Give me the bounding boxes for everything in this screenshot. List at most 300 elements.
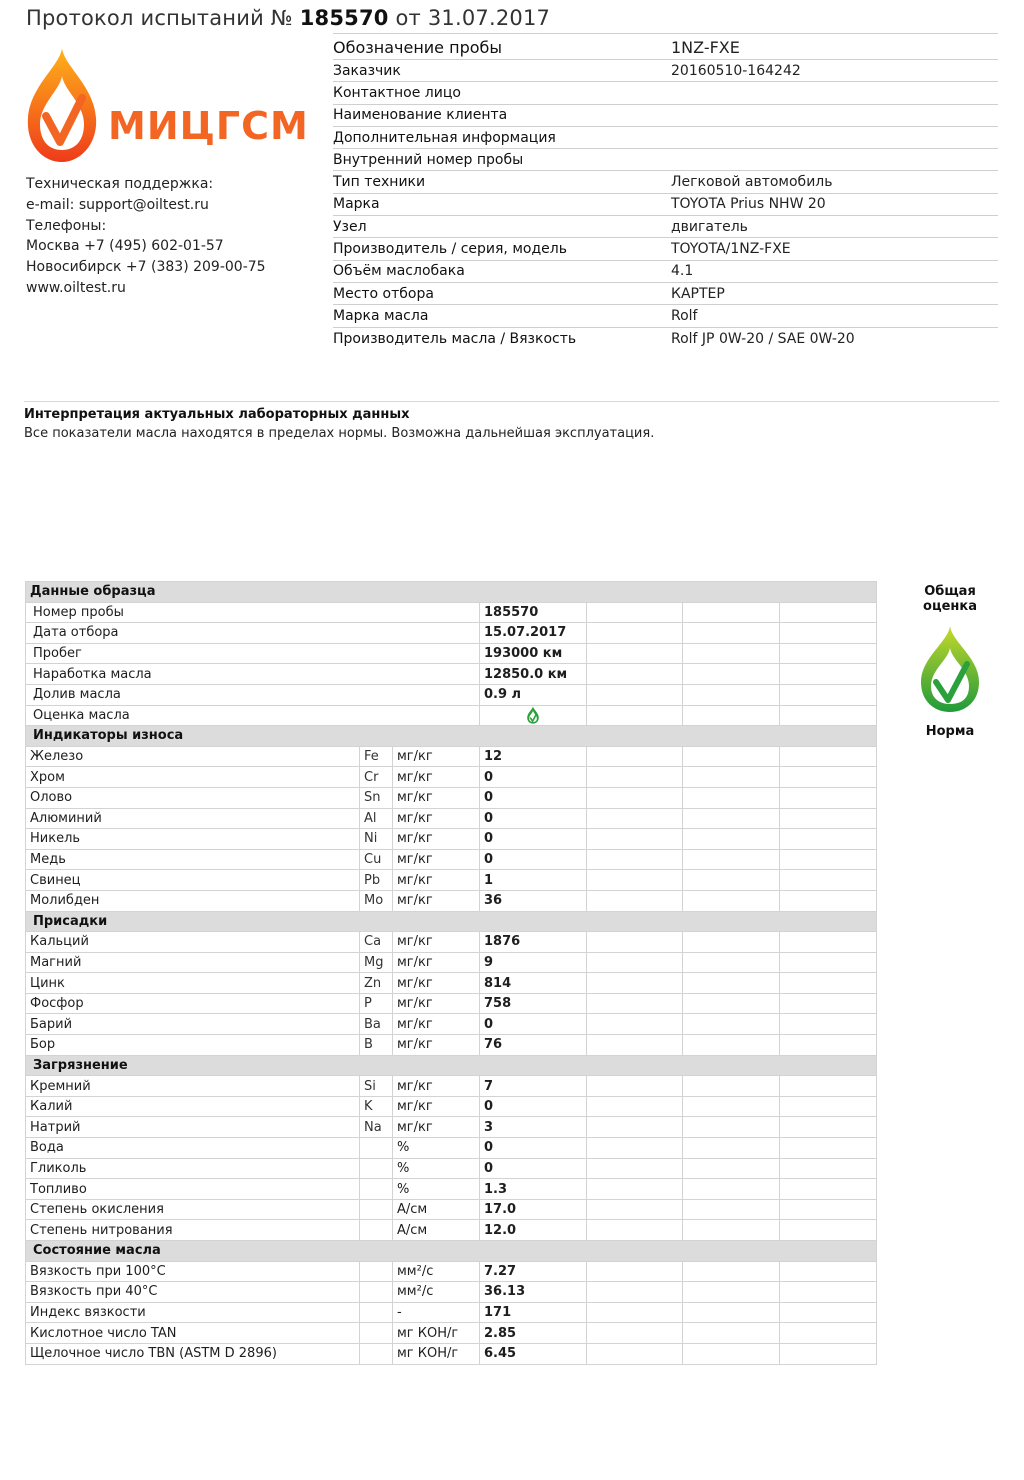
unit: мг КОН/г [393,1323,480,1344]
element-symbol [360,1343,393,1364]
row-value: 6.45 [480,1343,587,1364]
info-row [333,171,998,193]
sample-info-table [333,36,998,350]
report-number: 185570 [299,6,389,30]
empty-cell [780,1014,877,1035]
row-label: Барий [26,1014,360,1035]
empty-cell [780,1138,877,1159]
section-title: Данные образца [26,582,877,603]
info-value: Rolf JP 0W-20 / SAE 0W-20 [671,330,855,347]
info-value: TOYOTA Prius NHW 20 [671,196,826,213]
empty-cell [780,932,877,953]
info-row [333,60,998,82]
logo-brand-text: МИЦГСМ [108,104,309,148]
empty-cell [587,932,683,953]
empty-cell [683,1138,780,1159]
unit: мг/кг [393,829,480,850]
row-value: 758 [480,993,587,1014]
empty-cell [587,1282,683,1303]
element-symbol [360,1138,393,1159]
table-row [26,787,877,808]
row-label: Гликоль [26,1158,360,1179]
row-value: 171 [480,1302,587,1323]
support-block [26,174,266,299]
element-symbol: Pb [360,870,393,891]
info-key: Контактное лицо [333,84,461,101]
empty-cell [780,1117,877,1138]
info-row [333,283,998,305]
empty-cell [683,1117,780,1138]
company-logo [24,46,309,166]
empty-cell [780,1096,877,1117]
empty-cell [683,1199,780,1220]
table-row [26,1261,877,1282]
support-email[interactable]: e-mail: support@oiltest.ru [26,196,209,213]
empty-cell [780,890,877,911]
row-value: 3 [480,1117,587,1138]
table-row [26,1035,877,1056]
empty-cell [683,1035,780,1056]
empty-cell [780,1261,877,1282]
empty-cell [587,602,683,623]
element-symbol: Mo [360,890,393,911]
unit: мг/кг [393,746,480,767]
table-row [26,602,877,623]
empty-cell [683,1096,780,1117]
row-label: Хром [26,767,360,788]
row-label: Оценка масла [26,705,480,726]
row-label: Топливо [26,1179,360,1200]
empty-cell [683,684,780,705]
element-symbol [360,1282,393,1303]
empty-cell [587,870,683,891]
table-row [26,684,877,705]
empty-cell [587,829,683,850]
element-symbol: Ba [360,1014,393,1035]
unit: - [393,1302,480,1323]
unit: мг/кг [393,808,480,829]
unit: % [393,1158,480,1179]
info-key: Обозначение пробы [333,38,503,57]
empty-cell [587,767,683,788]
unit: мг/кг [393,1096,480,1117]
unit: мг/кг [393,993,480,1014]
table-row [26,1199,877,1220]
empty-cell [683,808,780,829]
empty-cell [683,993,780,1014]
table-row [26,1179,877,1200]
table-row [26,973,877,994]
empty-cell [587,746,683,767]
info-row [333,238,998,260]
empty-cell [780,829,877,850]
table-row [26,664,877,685]
empty-cell [683,1323,780,1344]
empty-cell [780,1220,877,1241]
row-label: Дата отбора [26,623,480,644]
empty-cell [683,787,780,808]
element-symbol: Mg [360,952,393,973]
unit: мг/кг [393,890,480,911]
empty-cell [587,1035,683,1056]
table-row [26,952,877,973]
table-row [26,993,877,1014]
empty-cell [683,746,780,767]
empty-cell [587,973,683,994]
empty-cell [587,808,683,829]
table-row [26,849,877,870]
table-row [26,1220,877,1241]
row-value: 1.3 [480,1179,587,1200]
section-header-row [26,1241,877,1262]
table-row [26,870,877,891]
info-key: Внутренний номер пробы [333,151,524,168]
element-symbol [360,1323,393,1344]
oil-drop-check-icon [915,624,985,714]
empty-cell [683,1014,780,1035]
row-value: 814 [480,973,587,994]
row-label: Железо [26,746,360,767]
info-key: Тип техники [333,174,426,191]
empty-cell [780,1158,877,1179]
empty-cell [587,1096,683,1117]
empty-cell [683,1261,780,1282]
row-label: Степень окисления [26,1199,360,1220]
row-label: Фосфор [26,993,360,1014]
info-row [333,328,998,350]
info-key: Производитель / серия, модель [333,241,567,258]
empty-cell [587,1220,683,1241]
unit: мг/кг [393,1035,480,1056]
info-key: Производитель масла / Вязкость [333,330,577,347]
unit: мг/кг [393,849,480,870]
empty-cell [780,746,877,767]
empty-cell [683,1302,780,1323]
empty-cell [587,664,683,685]
info-key: Узел [333,218,367,235]
row-label: Олово [26,787,360,808]
empty-cell [683,829,780,850]
table-row [26,643,877,664]
overall-label: Общая оценка [923,584,977,614]
row-label: Кальций [26,932,360,953]
empty-cell [587,993,683,1014]
row-value: 1876 [480,932,587,953]
row-label: Щелочное число TBN (ASTM D 2896) [26,1343,360,1364]
row-label: Наработка масла [26,664,480,685]
info-value: двигатель [671,218,748,235]
row-value: 0 [480,787,587,808]
unit: мг/кг [393,870,480,891]
row-label: Долив масла [26,684,480,705]
table-row [26,829,877,850]
row-label: Индекс вязкости [26,1302,360,1323]
element-symbol: Zn [360,973,393,994]
section-title: Индикаторы износа [26,726,877,747]
overall-assessment [900,584,1000,739]
empty-cell [587,1302,683,1323]
unit: мм²/с [393,1282,480,1303]
element-symbol: Ni [360,829,393,850]
table-row [26,1282,877,1303]
empty-cell [683,1343,780,1364]
phone-moscow: Москва +7 (495) 602-01-57 [26,238,224,255]
table-row [26,1076,877,1097]
empty-cell [780,643,877,664]
element-symbol: K [360,1096,393,1117]
info-key: Марка масла [333,307,429,324]
info-row [333,194,998,216]
element-symbol: Cr [360,767,393,788]
empty-cell [587,1343,683,1364]
empty-cell [683,623,780,644]
empty-cell [780,1343,877,1364]
empty-cell [683,952,780,973]
empty-cell [780,623,877,644]
table-row [26,1014,877,1035]
element-symbol: B [360,1035,393,1056]
info-key: Объём маслобака [333,263,465,280]
info-key: Марка [333,196,380,213]
table-row [26,1096,877,1117]
empty-cell [780,1076,877,1097]
empty-cell [587,849,683,870]
row-label: Цинк [26,973,360,994]
table-row [26,890,877,911]
unit: мм²/с [393,1261,480,1282]
row-label: Вода [26,1138,360,1159]
row-label: Алюминий [26,808,360,829]
row-label: Пробег [26,643,480,664]
empty-cell [587,1261,683,1282]
table-row [26,1158,877,1179]
unit: мг КОН/г [393,1343,480,1364]
empty-cell [683,849,780,870]
unit: мг/кг [393,787,480,808]
unit: мг/кг [393,767,480,788]
info-key: Дополнительная информация [333,129,556,146]
empty-cell [683,664,780,685]
empty-cell [587,1076,683,1097]
empty-cell [780,952,877,973]
section-title: Состояние масла [26,1241,877,1262]
info-row [333,36,998,60]
empty-cell [587,684,683,705]
row-label: Степень нитрования [26,1220,360,1241]
section-header-row [26,582,877,603]
section-title: Присадки [26,911,877,932]
empty-cell [780,870,877,891]
section-title: Загрязнение [26,1055,877,1076]
element-symbol: Cu [360,849,393,870]
row-value: 7.27 [480,1261,587,1282]
info-row [333,305,998,327]
row-value: 185570 [480,602,587,623]
empty-cell [780,684,877,705]
row-label: Номер пробы [26,602,480,623]
empty-cell [683,767,780,788]
empty-cell [683,643,780,664]
row-label: Вязкость при 100°С [26,1261,360,1282]
row-value: 36.13 [480,1282,587,1303]
element-symbol: Fe [360,746,393,767]
info-value: 20160510-164242 [671,62,801,79]
empty-cell [780,767,877,788]
empty-cell [683,1220,780,1241]
row-value [480,705,587,726]
empty-cell [683,1282,780,1303]
info-value: Rolf [671,307,698,324]
row-label: Никель [26,829,360,850]
empty-cell [587,952,683,973]
row-label: Кремний [26,1076,360,1097]
empty-cell [780,993,877,1014]
interpretation-text: Все показатели масла находятся в пределах нормы. Возможна дальнейшая эксплуатация. [24,426,655,441]
empty-cell [780,1179,877,1200]
row-value: 15.07.2017 [480,623,587,644]
empty-cell [780,664,877,685]
element-symbol: Na [360,1117,393,1138]
table-row [26,1343,877,1364]
info-row [333,261,998,283]
empty-cell [683,870,780,891]
row-value: 12.0 [480,1220,587,1241]
row-value: 12850.0 км [480,664,587,685]
row-label: Натрий [26,1117,360,1138]
empty-cell [683,602,780,623]
row-value: 9 [480,952,587,973]
empty-cell [587,623,683,644]
empty-cell [780,973,877,994]
table-row [26,1302,877,1323]
section-header-row [26,911,877,932]
empty-cell [780,705,877,726]
row-value: 17.0 [480,1199,587,1220]
unit: мг/кг [393,1076,480,1097]
row-value: 0 [480,829,587,850]
unit: мг/кг [393,1117,480,1138]
row-value: 0 [480,767,587,788]
row-value: 36 [480,890,587,911]
table-row [26,767,877,788]
element-symbol: Si [360,1076,393,1097]
phones-label: Телефоны: [26,217,107,234]
row-value: 76 [480,1035,587,1056]
empty-cell [587,705,683,726]
info-value: TOYOTA/1NZ-FXE [671,241,791,258]
info-value: КАРТЕР [671,285,725,302]
info-row [333,82,998,104]
empty-cell [780,1302,877,1323]
empty-cell [587,1158,683,1179]
element-symbol [360,1199,393,1220]
empty-cell [780,602,877,623]
info-row [333,149,998,171]
empty-cell [780,1199,877,1220]
lab-results-table [25,581,877,1365]
row-value: 0 [480,1138,587,1159]
oil-drop-check-icon [526,706,540,724]
info-row [333,105,998,127]
empty-cell [683,1076,780,1097]
row-label: Бор [26,1035,360,1056]
row-label: Магний [26,952,360,973]
row-label: Молибден [26,890,360,911]
empty-cell [587,1199,683,1220]
info-value: 1NZ-FXE [671,38,740,57]
unit: А/см [393,1199,480,1220]
row-value: 0.9 л [480,684,587,705]
info-value: Легковой автомобиль [671,174,833,191]
info-key: Заказчик [333,62,401,79]
interpretation-title: Интерпретация актуальных лабораторных данных [24,407,410,422]
row-label: Кислотное число TAN [26,1323,360,1344]
row-value: 1 [480,870,587,891]
empty-cell [683,1158,780,1179]
empty-cell [587,1179,683,1200]
row-value: 0 [480,849,587,870]
empty-cell [780,808,877,829]
empty-cell [587,787,683,808]
element-symbol [360,1261,393,1282]
empty-cell [780,849,877,870]
empty-cell [587,1323,683,1344]
support-heading: Техническая поддержка: [26,176,214,192]
phone-novosibirsk: Новосибирск +7 (383) 209-00-75 [26,259,266,276]
overall-status: Норма [925,724,975,739]
empty-cell [683,973,780,994]
empty-cell [780,1323,877,1344]
table-row [26,1138,877,1159]
empty-cell [683,1179,780,1200]
empty-cell [780,787,877,808]
empty-cell [587,890,683,911]
info-row [333,127,998,149]
row-label: Свинец [26,870,360,891]
element-symbol [360,1220,393,1241]
unit: мг/кг [393,973,480,994]
row-value: 193000 км [480,643,587,664]
row-value: 12 [480,746,587,767]
empty-cell [780,1035,877,1056]
empty-cell [587,643,683,664]
row-value: 0 [480,808,587,829]
unit: мг/кг [393,1014,480,1035]
element-symbol [360,1179,393,1200]
empty-cell [587,1014,683,1035]
row-value: 7 [480,1076,587,1097]
element-symbol: Al [360,808,393,829]
table-row [26,705,877,726]
row-value: 2.85 [480,1323,587,1344]
table-row [26,808,877,829]
website-link[interactable]: www.oiltest.ru [26,279,126,296]
section-divider [24,401,999,402]
row-label: Калий [26,1096,360,1117]
empty-cell [587,1138,683,1159]
element-symbol: Sn [360,787,393,808]
empty-cell [780,1282,877,1303]
report-title: Протокол испытаний № 185570 от 31.07.2017 [26,6,551,30]
row-label: Медь [26,849,360,870]
unit: % [393,1179,480,1200]
row-value: 0 [480,1014,587,1035]
row-label: Вязкость при 40°С [26,1282,360,1303]
section-header-row [26,726,877,747]
row-value: 0 [480,1158,587,1179]
section-header-row [26,1055,877,1076]
element-symbol: Ca [360,932,393,953]
